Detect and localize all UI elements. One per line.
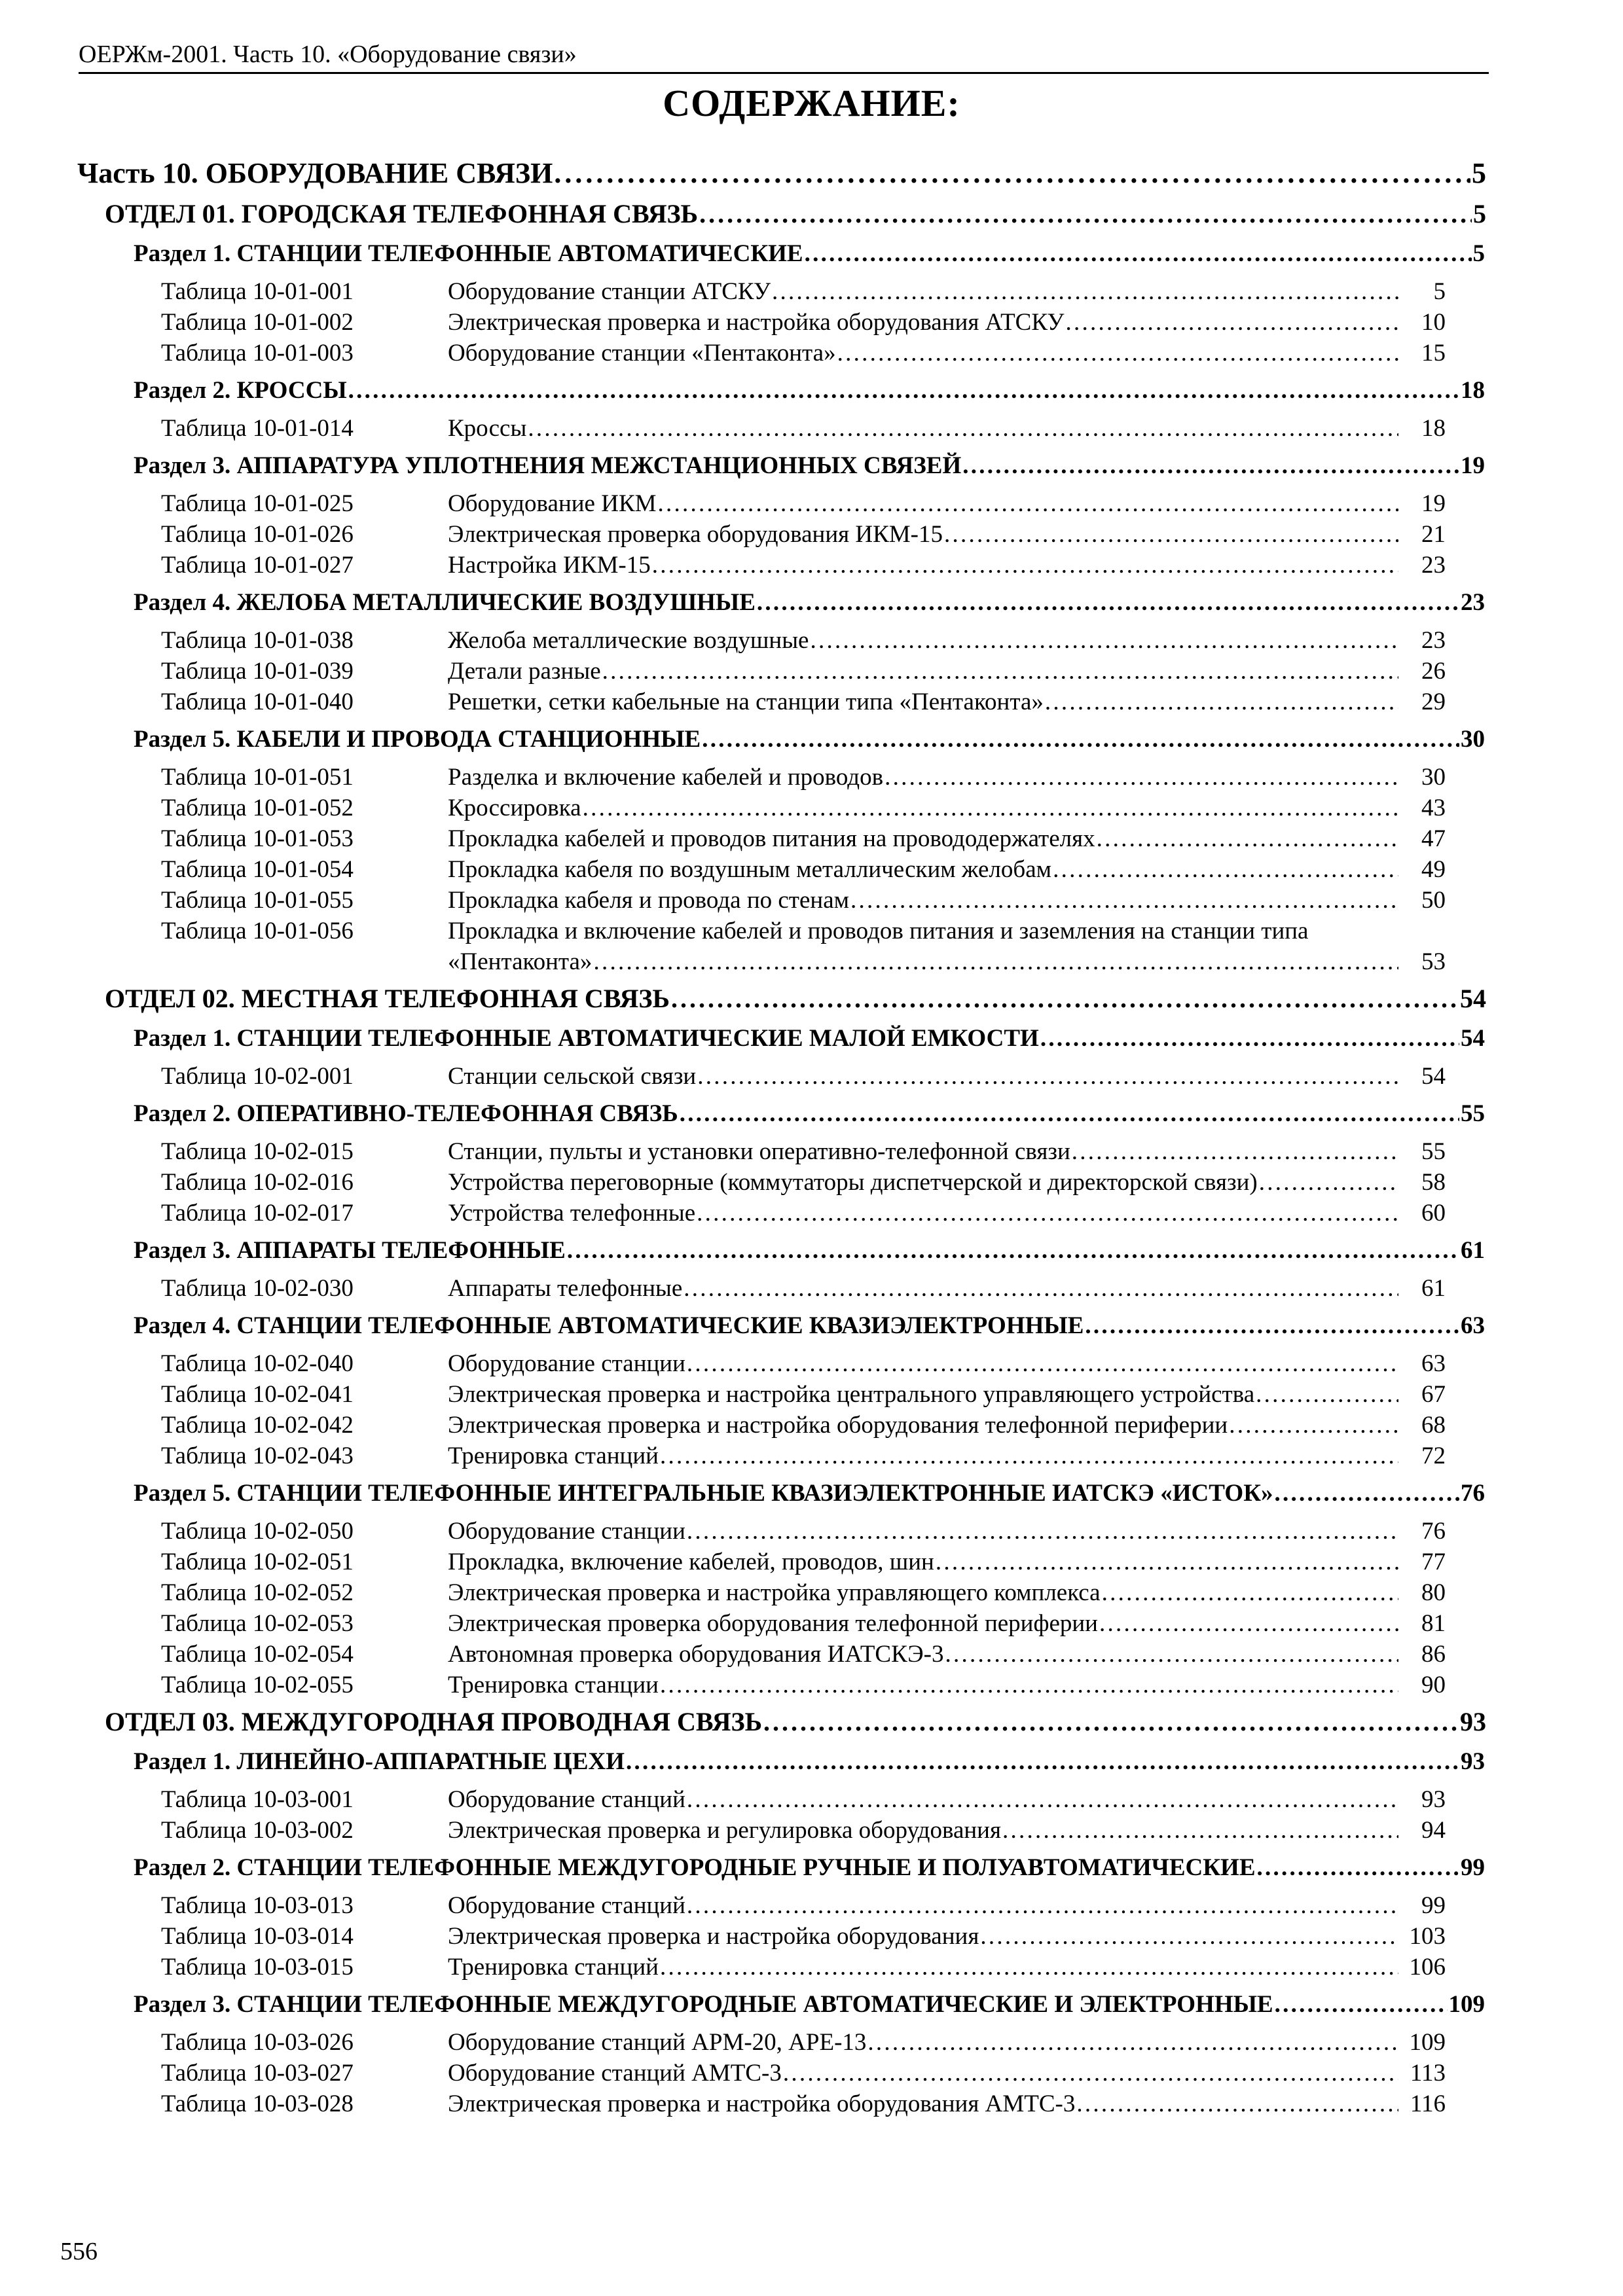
toc-table-entry[interactable] [161,656,1446,687]
toc-page-number: 23 [1421,627,1446,654]
toc-page-number: 10 [1421,309,1446,336]
dot-leader [554,154,1470,192]
dot-leader [1099,1608,1398,1639]
toc-table-code: Таблица 10-02-052 [161,1579,354,1606]
dot-leader [810,625,1398,656]
toc-page-number: 54 [1461,1025,1485,1052]
dot-leader [687,1890,1398,1921]
toc-entry-title: Оборудование станций [448,1786,685,1813]
toc-page-number: 77 [1421,1549,1446,1575]
toc-table-code: Таблица 10-01-054 [161,856,354,883]
toc-entry-title: Раздел 1. СТАНЦИИ ТЕЛЕФОННЫЕ АВТОМАТИЧЕСКИЕ МАЛОЙ ЕМКОСТИ [134,1025,1039,1052]
toc-page-number: 21 [1421,521,1446,548]
toc-table-code: Таблица 10-03-013 [161,1892,354,1919]
toc-page-number: 72 [1421,1443,1446,1469]
toc-table-code: Таблица 10-02-017 [161,1200,354,1227]
toc-table-entry[interactable] [161,1061,1446,1092]
toc-entry-title: Раздел 2. СТАНЦИИ ТЕЛЕФОННЫЕ МЕЖДУГОРОДНЫЕ РУЧНЫЕ И ПОЛУАВТОМАТИЧЕСКИЕ [134,1854,1256,1881]
toc-entry-title: Раздел 3. СТАНЦИИ ТЕЛЕФОННЫЕ МЕЖДУГОРОДНЫЕ АВТОМАТИЧЕСКИЕ И ЭЛЕКТРОННЫЕ [134,1991,1273,2018]
toc-entry-title: Прокладка кабеля по воздушным металлическим желобам [448,856,1052,883]
toc-page-number: 18 [1421,415,1446,442]
toc-page-number: 90 [1421,1672,1446,1698]
toc-subsection-entry[interactable] [134,1851,1485,1885]
toc-page-number: 30 [1461,726,1485,753]
toc-page-number: 94 [1421,1817,1446,1844]
dot-leader [660,1952,1398,1982]
toc-table-code: Таблица 10-01-025 [161,490,354,517]
toc-subsection-entry[interactable] [134,1234,1485,1268]
toc-entry-title: Тренировка станции [448,1672,659,1698]
toc-table-entry[interactable] [161,916,1446,977]
toc-table-code: Таблица 10-02-015 [161,1138,354,1165]
dot-leader [1053,854,1398,885]
toc-entry-title: Станции сельской связи [448,1063,697,1090]
toc-entry-title: Часть 10. ОБОРУДОВАНИЕ СВЯЗИ [77,157,553,189]
toc-entry-title-continued: «Пентаконта» [448,948,593,975]
toc-table-code: Таблица 10-02-051 [161,1549,354,1575]
toc-page-number: 106 [1409,1954,1446,1981]
dot-leader [980,1921,1398,1952]
dot-leader [763,1704,1459,1740]
toc-table-entry[interactable] [161,1348,1446,1379]
toc-entry-title: Электрическая проверка оборудования ИКМ-15 [448,521,943,548]
toc-entry-title: Электрическая проверка оборудования телефонной периферии [448,1610,1098,1637]
toc-table-entry[interactable] [161,413,1446,444]
toc-subsection-entry[interactable] [134,374,1485,408]
toc-page-number: 15 [1421,340,1446,367]
toc-table-code: Таблица 10-01-051 [161,764,354,791]
toc-table-code: Таблица 10-01-053 [161,825,354,852]
dot-leader [1275,1988,1448,2022]
toc-table-code: Таблица 10-01-001 [161,278,354,305]
toc-entry-title: Оборудование станции [448,1518,685,1545]
toc-entry-title: Раздел 2. ОПЕРАТИВНО-ТЕЛЕФОННАЯ СВЯЗЬ [134,1100,678,1127]
toc-page-number: 26 [1421,658,1446,685]
dot-leader [652,550,1398,581]
toc-table-code: Таблица 10-01-039 [161,658,354,685]
toc-entry-title: Станции, пульты и установки оперативно-телефонной связи [448,1138,1070,1165]
toc-entry-title: Оборудование станций АМТС-3 [448,2060,782,2087]
toc-entry-title: Электрическая проверка и настройка оборудования [448,1923,979,1950]
toc-table-code: Таблица 10-01-014 [161,415,354,442]
toc-page-number: 54 [1460,984,1486,1013]
toc-page-number: 103 [1409,1923,1446,1950]
toc-table-entry[interactable] [161,823,1446,854]
toc-entry-title: Аппараты телефонные [448,1275,683,1302]
toc-page-number: 76 [1461,1480,1485,1507]
dot-leader [944,519,1398,550]
toc-entry-title: Кроссы [448,415,527,442]
toc-page-number: 113 [1410,2060,1446,2087]
dot-leader [567,1234,1459,1268]
toc-entry-title: Прокладка, включение кабелей, проводов, шин [448,1549,934,1575]
toc-table-entry[interactable] [161,2089,1446,2119]
toc-page-number: 53 [1421,948,1446,975]
toc-entry-title: Решетки, сетки кабельные на станции типа «Пентаконта» [448,689,1044,715]
toc-table-entry[interactable] [161,1608,1446,1639]
dot-leader [1259,1167,1398,1198]
toc-table-entry[interactable] [161,762,1446,793]
toc-subsection-entry[interactable] [134,1022,1485,1056]
toc-entry-title: Устройства телефонные [448,1200,696,1227]
toc-table-entry[interactable] [161,1639,1446,1670]
toc-table-code: Таблица 10-02-054 [161,1641,354,1668]
toc-table-code: Таблица 10-02-053 [161,1610,354,1637]
toc-page-number: 61 [1421,1275,1446,1302]
toc-page-number: 109 [1409,2029,1446,2056]
toc-entry-title: Оборудование ИКМ [448,490,657,517]
table-of-contents [0,152,1623,2119]
toc-table-entry[interactable] [161,2058,1446,2089]
toc-table-entry[interactable] [161,1670,1446,1700]
toc-entry-title: ОТДЕЛ 03. МЕЖДУГОРОДНАЯ ПРОВОДНАЯ СВЯЗЬ [105,1707,763,1736]
toc-page-number: 116 [1410,2090,1446,2117]
toc-table-code: Таблица 10-02-042 [161,1412,354,1439]
toc-entry-title: Настройка ИКМ-15 [448,552,651,579]
dot-leader [348,374,1459,408]
toc-table-code: Таблица 10-01-038 [161,627,354,654]
toc-table-entry[interactable] [161,1198,1446,1229]
toc-table-entry[interactable] [161,1136,1446,1167]
dot-leader [1275,1477,1459,1511]
dot-leader [1065,307,1398,338]
toc-page-number: 18 [1461,377,1485,404]
toc-page-number: 49 [1421,856,1446,883]
toc-page-number: 63 [1421,1350,1446,1377]
toc-table-code: Таблица 10-01-055 [161,887,354,914]
dot-leader [697,1061,1398,1092]
toc-table-entry[interactable] [161,1952,1446,1982]
toc-page-number: 99 [1461,1854,1485,1881]
toc-entry-title: Разделка и включение кабелей и проводов [448,764,884,791]
toc-entry-title: Раздел 3. АППАРАТЫ ТЕЛЕФОННЫЕ [134,1237,566,1264]
toc-page-number: 63 [1461,1312,1485,1339]
dot-leader [660,1670,1398,1700]
toc-table-entry[interactable] [161,488,1446,519]
toc-entry-title: Прокладка и включение кабелей и проводов питания и заземления на станции типа [448,918,1309,944]
dot-leader [658,488,1398,519]
toc-page-number: 93 [1461,1748,1485,1775]
toc-subsection-entry[interactable] [134,1745,1485,1779]
toc-table-entry[interactable] [161,1784,1446,1815]
dot-leader [884,762,1398,793]
toc-table-code: Таблица 10-01-027 [161,552,354,579]
dot-leader [936,1547,1398,1577]
toc-table-entry[interactable] [161,854,1446,885]
toc-section-entry[interactable] [105,981,1486,1016]
dot-leader [602,656,1398,687]
dot-leader [1257,1851,1459,1885]
dot-leader [697,1198,1398,1229]
toc-subsection-entry[interactable] [134,449,1485,483]
toc-table-entry[interactable] [161,1815,1446,1846]
toc-page-number: 5 [1472,240,1485,267]
toc-entry-title: Оборудование станций [448,1892,685,1919]
toc-entry-title: Раздел 1. ЛИНЕЙНО-АППАРАТНЫЕ ЦЕХИ [134,1748,625,1775]
toc-entry-title: Электрическая проверка и настройка центрального управляющего устройства [448,1381,1255,1408]
toc-table-code: Таблица 10-02-043 [161,1443,354,1469]
toc-entry-title: Оборудование станций АРМ-20, АРЕ-13 [448,2029,867,2056]
toc-table-entry[interactable] [161,1167,1446,1198]
toc-table-code: Таблица 10-02-055 [161,1672,354,1698]
page-title: СОДЕРЖАНИЕ: [663,82,960,124]
toc-entry-title: Оборудование станции «Пентаконта» [448,340,836,367]
toc-entry-title: Прокладка кабелей и проводов питания на провододержателях [448,825,1095,852]
toc-entry-title: Оборудование станции АТСКУ [448,278,771,305]
dot-leader [805,237,1472,271]
toc-entry-title: Раздел 1. СТАНЦИИ ТЕЛЕФОННЫЕ АВТОМАТИЧЕСКИЕ [134,240,803,267]
dot-leader [1002,1815,1398,1846]
toc-entry-title: Раздел 5. СТАНЦИИ ТЕЛЕФОННЫЕ ИНТЕГРАЛЬНЫЕ КВАЗИЭЛЕКТРОННЫЕ ИАТСКЭ «ИСТОК» [134,1480,1273,1507]
toc-table-entry[interactable] [161,1441,1446,1471]
toc-page-number: 67 [1421,1381,1446,1408]
toc-table-entry[interactable] [161,885,1446,916]
toc-table-entry[interactable] [161,1516,1446,1547]
toc-page-number: 99 [1421,1892,1446,1919]
dot-leader [867,2027,1398,2058]
toc-table-code: Таблица 10-01-040 [161,689,354,715]
dot-leader [1076,2089,1398,2119]
toc-table-entry[interactable] [161,307,1446,338]
toc-table-code: Таблица 10-02-001 [161,1063,354,1090]
toc-page-number: 23 [1461,589,1485,616]
toc-subsection-entry[interactable] [134,1097,1485,1131]
toc-table-entry[interactable] [161,793,1446,823]
toc-table-code: Таблица 10-01-003 [161,340,354,367]
dot-leader [1045,687,1398,717]
toc-entry-title: Автономная проверка оборудования ИАТСКЭ-3 [448,1641,944,1668]
toc-table-entry[interactable] [161,1547,1446,1577]
toc-entry-title: Электрическая проверка и настройка оборудования АМТС-3 [448,2090,1076,2117]
toc-section-entry[interactable] [105,196,1486,232]
toc-table-entry[interactable] [161,1921,1446,1952]
toc-entry-title: Электрическая проверка и регулировка оборудования [448,1817,1001,1844]
dot-leader [850,885,1398,916]
toc-table-code: Таблица 10-02-030 [161,1275,354,1302]
dot-leader [583,793,1398,823]
dot-leader [1085,1309,1459,1343]
toc-page-number: 47 [1421,825,1446,852]
toc-page-number: 55 [1461,1100,1485,1127]
toc-table-code: Таблица 10-01-056 [161,918,354,944]
page-number: 556 [60,2238,98,2265]
toc-page-number: 93 [1421,1786,1446,1813]
toc-page-number: 54 [1421,1063,1446,1090]
toc-page-number: 5 [1472,157,1486,189]
toc-page-number: 50 [1421,887,1446,914]
toc-entry-title: Раздел 4. СТАНЦИИ ТЕЛЕФОННЫЕ АВТОМАТИЧЕСКИЕ КВАЗИЭЛЕКТРОННЫЕ [134,1312,1084,1339]
toc-page-number: 5 [1433,278,1446,305]
toc-table-code: Таблица 10-03-015 [161,1954,354,1981]
toc-subsection-entry[interactable] [134,723,1485,757]
dot-leader [1097,823,1398,854]
toc-table-code: Таблица 10-02-050 [161,1518,354,1545]
toc-table-entry[interactable] [161,1410,1446,1441]
toc-table-code: Таблица 10-02-016 [161,1169,354,1196]
toc-entry-title: Электрическая проверка и настройка оборудования телефонной периферии [448,1412,1228,1439]
toc-entry-title: Тренировка станций [448,1954,659,1981]
toc-entry-title: Желоба металлические воздушные [448,627,809,654]
toc-page-number: 109 [1448,1991,1485,2018]
toc-page-number: 76 [1421,1518,1446,1545]
toc-page-number: 61 [1461,1237,1485,1264]
dot-leader [626,1745,1459,1779]
toc-entry-title: Детали разные [448,658,601,685]
toc-entry-title: Электрическая проверка и настройка оборудования АТСКУ [448,309,1065,336]
toc-table-code: Таблица 10-03-028 [161,2090,354,2117]
dot-leader [757,586,1459,620]
toc-entry-title: Тренировка станций [448,1443,659,1469]
toc-table-code: Таблица 10-03-014 [161,1923,354,1950]
toc-table-entry[interactable] [161,1273,1446,1304]
toc-table-entry[interactable] [161,1890,1446,1921]
dot-leader [687,1516,1398,1547]
dot-leader [1072,1136,1398,1167]
toc-page-number: 19 [1421,490,1446,517]
toc-table-entry[interactable] [161,625,1446,656]
dot-leader [962,449,1459,483]
toc-entry-title: Раздел 4. ЖЕЛОБА МЕТАЛЛИЧЕСКИЕ ВОЗДУШНЫЕ [134,589,756,616]
toc-table-entry[interactable] [161,687,1446,717]
dot-leader [687,1784,1398,1815]
dot-leader [1102,1577,1398,1608]
dot-leader [684,1273,1398,1304]
dot-leader [671,981,1459,1016]
toc-page-number: 5 [1473,199,1486,228]
toc-page-number: 81 [1421,1610,1446,1637]
toc-subsection-entry[interactable] [134,586,1485,620]
toc-table-code: Таблица 10-01-052 [161,795,354,821]
toc-page-number: 19 [1461,452,1485,479]
dot-leader [945,1639,1398,1670]
toc-page-number: 43 [1421,795,1446,821]
toc-table-entry[interactable] [161,1577,1446,1608]
running-header: ОЕРЖм-2001. Часть 10. «Оборудование связи» [79,38,1489,74]
toc-page-number: 55 [1421,1138,1446,1165]
dot-leader [783,2058,1398,2089]
toc-table-code: Таблица 10-02-041 [161,1381,354,1408]
toc-table-entry[interactable] [161,550,1446,581]
toc-table-code: Таблица 10-03-027 [161,2060,354,2087]
toc-entry-title: Раздел 5. КАБЕЛИ И ПРОВОДА СТАНЦИОННЫЕ [134,726,701,753]
toc-table-code: Таблица 10-02-040 [161,1350,354,1377]
dot-leader [1229,1410,1398,1441]
toc-page-number: 30 [1421,764,1446,791]
toc-entry-title: Прокладка кабеля и провода по стенам [448,887,850,914]
toc-entry-title: Раздел 2. КРОССЫ [134,377,347,404]
toc-page-number: 29 [1421,689,1446,715]
dot-leader [687,1348,1398,1379]
dot-leader [1040,1022,1459,1056]
toc-page-number: 68 [1421,1412,1446,1439]
toc-entry-title: ОТДЕЛ 01. ГОРОДСКАЯ ТЕЛЕФОННАЯ СВЯЗЬ [105,199,699,228]
toc-subsection-entry[interactable] [134,1477,1485,1511]
toc-entry-title: Кроссировка [448,795,581,821]
toc-subsection-entry[interactable] [134,1988,1485,2022]
toc-entry-title: Электрическая проверка и настройка управляющего комплекса [448,1579,1101,1606]
toc-table-entry[interactable] [161,1379,1446,1410]
dot-leader [699,196,1472,232]
toc-page-number: 93 [1460,1707,1486,1736]
toc-page-number: 23 [1421,552,1446,579]
dot-leader [660,1441,1398,1471]
toc-table-entry[interactable] [161,338,1446,368]
toc-table-entry[interactable] [161,276,1446,307]
dot-leader [772,276,1398,307]
toc-table-code: Таблица 10-03-001 [161,1786,354,1813]
toc-subsection-entry[interactable] [134,1309,1485,1343]
toc-page-number: 58 [1421,1169,1446,1196]
toc-table-code: Таблица 10-01-002 [161,309,354,336]
dot-leader [837,338,1398,368]
toc-entry-title: Оборудование станции [448,1350,685,1377]
toc-subsection-entry[interactable] [134,237,1485,271]
toc-table-code: Таблица 10-03-002 [161,1817,354,1844]
toc-entry-title: ОТДЕЛ 02. МЕСТНАЯ ТЕЛЕФОННАЯ СВЯЗЬ [105,984,670,1013]
toc-table-code: Таблица 10-01-026 [161,521,354,548]
toc-page-number: 80 [1421,1579,1446,1606]
dot-leader [680,1097,1459,1131]
toc-part-entry[interactable] [77,154,1486,192]
toc-table-entry[interactable] [161,2027,1446,2058]
toc-table-code: Таблица 10-03-026 [161,2029,354,2056]
toc-page-number: 60 [1421,1200,1446,1227]
dot-leader [702,723,1459,757]
toc-entry-title: Раздел 3. АППАРАТУРА УПЛОТНЕНИЯ МЕЖСТАНЦИОННЫХ СВЯЗЕЙ [134,452,962,479]
toc-entry-title: Устройства переговорные (коммутаторы диспетчерской и директорской связи) [448,1169,1258,1196]
toc-page-number: 86 [1421,1641,1446,1668]
dot-leader [593,946,1398,977]
dot-leader [1256,1379,1398,1410]
dot-leader [528,413,1398,444]
toc-table-entry[interactable] [161,519,1446,550]
toc-section-entry[interactable] [105,1704,1486,1740]
